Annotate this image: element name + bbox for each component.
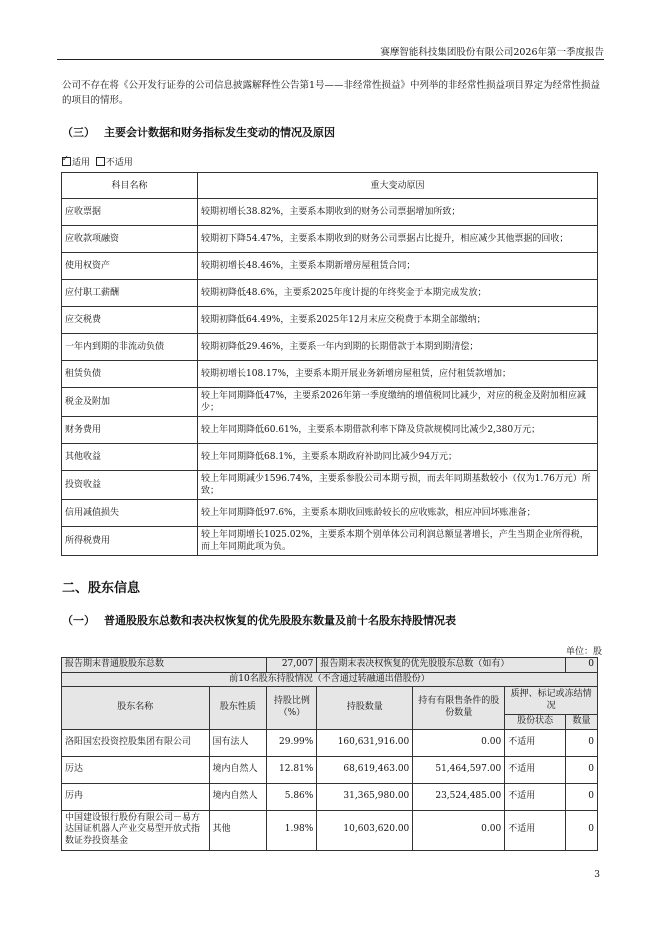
table-row: [62, 199, 598, 226]
pref-holders-label: 报告期末表决权恢复的优先股股东总数（如有）: [317, 658, 566, 673]
table-row: [62, 417, 598, 444]
reason-cell: 较上年同期降低47%，主要系2026年第一季度缴纳的增值税同比减少，对应的税金及附加相应减少；: [198, 388, 598, 417]
holder-name: 洛阳国宏投资控股集团有限公司: [62, 729, 210, 756]
total-holders-label: 报告期末普通股股东总数: [62, 658, 267, 673]
reason-cell: 较期初增长48.46%，主要系本期新增房屋租赁合同；: [198, 253, 598, 280]
reason-cell: 较期初降低64.49%，主要系2025年12月末应交税费于本期全部缴纳；: [198, 307, 598, 334]
item-cell: 应交税费: [62, 307, 198, 334]
section-3-title: 主要会计数据和财务指标发生变动的情况及原因: [104, 126, 335, 139]
table-row: [62, 471, 598, 500]
caption-row: [62, 672, 598, 687]
item-cell: 信用减值损失: [62, 500, 198, 527]
holder-qty: 0: [566, 729, 598, 756]
holder-ratio: 5.86%: [267, 783, 317, 810]
holder-shares: 160,631,916.00: [317, 729, 413, 756]
table-row: [62, 226, 598, 253]
table-row: [62, 444, 598, 471]
reason-cell: 较期初增长38.82%，主要系本期收到的财务公司票据增加所致；: [198, 199, 598, 226]
table-row: [62, 500, 598, 527]
header-divider: [57, 59, 604, 60]
unit-label: 单位：股: [565, 647, 602, 657]
column-header-row: [62, 687, 598, 715]
col-shares: 持股数量: [317, 687, 413, 730]
item-cell: 应付职工薪酬: [62, 280, 198, 307]
table-row: [62, 280, 598, 307]
section-3-heading: [62, 124, 335, 140]
holder-name: 中国建设银行股份有限公司－易方达国证机器人产业交易型开放式指数证券投资基金: [62, 810, 210, 850]
section-3-number: （三）: [62, 126, 95, 139]
holder-name: 厉达: [62, 756, 210, 783]
holder-ratio: 1.98%: [267, 810, 317, 850]
col-name: 股东名称: [62, 687, 210, 730]
col-restricted: 持有有限售条件的股份数量: [413, 687, 505, 730]
col-pledge-status: 股份状态: [505, 715, 566, 730]
reason-cell: 较上年同期降低60.61%，主要系本期借款利率下降及贷款规模同比减少2,380万元；: [198, 417, 598, 444]
item-cell: 税金及附加: [62, 388, 198, 417]
table-row: [62, 810, 598, 850]
changes-table-header: [62, 173, 598, 199]
item-cell: 应收票据: [62, 199, 198, 226]
item-cell: 租赁负债: [62, 361, 198, 388]
holder-name: 厉冉: [62, 783, 210, 810]
applicability-line: [62, 155, 133, 168]
pref-holders-value: 0: [566, 658, 598, 673]
item-cell: 所得税费用: [62, 527, 198, 556]
holder-shares: 10,603,620.00: [317, 810, 413, 850]
report-header-title: 赛摩智能科技集团股份有限公司2026年第一季度报告: [380, 47, 604, 58]
changes-table: [61, 172, 598, 556]
table-row: [62, 527, 598, 556]
holder-qty: 0: [566, 783, 598, 810]
total-holders-value: 27,007: [267, 658, 317, 673]
reason-cell: 较上年同期降低68.1%，主要系本期政府补助同比减少94万元；: [198, 444, 598, 471]
reason-cell: 较上年同期增长1025.02%，主要系本期个别单体公司利润总额显著增长，产生当期企业所得税，而上年同期此项为负。: [198, 527, 598, 556]
holder-qty: 0: [566, 756, 598, 783]
item-cell: 财务费用: [62, 417, 198, 444]
holder-nature: 其他: [209, 810, 267, 850]
table-row: [62, 253, 598, 280]
holder-restricted: 51,464,597.00: [413, 756, 505, 783]
reason-cell: 较上年同期降低97.6%，主要系本期收回账龄较长的应收账款，相应冲回坏账准备；: [198, 500, 598, 527]
section-1-heading: [62, 612, 456, 628]
reason-cell: 较期初增长108.17%，主要系本期开展业务新增房屋租赁，应付租赁款增加；: [198, 361, 598, 388]
holder-nature: 国有法人: [209, 729, 267, 756]
page-number: 3: [594, 870, 600, 880]
holder-qty: 0: [566, 810, 598, 850]
header-reason: 重大变动原因: [198, 173, 598, 199]
top10-caption: 前10名股东持股情况（不含通过转融通出借股份）: [62, 672, 598, 687]
table-row: [62, 388, 598, 417]
checked-box-icon: [62, 157, 71, 166]
holder-nature: 境内自然人: [209, 756, 267, 783]
intro-paragraph: 公司不存在将《公开发行证券的公司信息披露解释性公告第1号——非经常性损益》中列举的非经常性损益项目界定为经常性损益的项目的情形。: [62, 80, 601, 106]
holder-restricted: 0.00: [413, 810, 505, 850]
table-row: [62, 361, 598, 388]
item-cell: 一年内到期的非流动负债: [62, 334, 198, 361]
section-1-number: （一）: [62, 614, 95, 627]
col-pledge-qty: 数量: [566, 715, 598, 730]
reason-cell: 较上年同期减少1596.74%，主要系参股公司本期亏损，而去年同期基数较小（仅为1.76万元）所致；: [198, 471, 598, 500]
col-ratio: 持股比例（%）: [267, 687, 317, 730]
reason-cell: 较期初降低29.46%，主要系一年内到期的长期借款于本期到期清偿；: [198, 334, 598, 361]
holder-status: 不适用: [505, 729, 566, 756]
holder-ratio: 29.99%: [267, 729, 317, 756]
totals-row: [62, 658, 598, 673]
col-pledge: 质押、标记或冻结情况: [505, 687, 598, 715]
holder-ratio: 12.81%: [267, 756, 317, 783]
table-row: [62, 334, 598, 361]
table-row: [62, 729, 598, 756]
holder-nature: 境内自然人: [209, 783, 267, 810]
section-two-title: 二、股东信息: [62, 581, 141, 596]
holder-status: 不适用: [505, 756, 566, 783]
applicable-label: 适用: [72, 158, 91, 168]
table-row: [62, 756, 598, 783]
table-row: [62, 307, 598, 334]
reason-cell: 较期初降低48.6%，主要系2025年度计提的年终奖金于本期完成发放；: [198, 280, 598, 307]
header-item: 科目名称: [62, 173, 198, 199]
holder-restricted: 0.00: [413, 729, 505, 756]
reason-cell: 较期初下降54.47%，主要系本期收到的财务公司票据占比提升，相应减少其他票据的回收；: [198, 226, 598, 253]
section-1-title: 普通股股东总数和表决权恢复的优先股股东数量及前十名股东持股情况表: [104, 614, 456, 627]
item-cell: 应收款项融资: [62, 226, 198, 253]
holder-shares: 68,619,463.00: [317, 756, 413, 783]
unchecked-box-icon: [96, 157, 105, 166]
holder-status: 不适用: [505, 810, 566, 850]
col-nature: 股东性质: [209, 687, 267, 730]
item-cell: 其他收益: [62, 444, 198, 471]
holder-shares: 31,365,980.00: [317, 783, 413, 810]
item-cell: 投资收益: [62, 471, 198, 500]
holder-status: 不适用: [505, 783, 566, 810]
item-cell: 使用权资产: [62, 253, 198, 280]
holder-restricted: 23,524,485.00: [413, 783, 505, 810]
shareholder-table: [61, 657, 598, 851]
table-row: [62, 783, 598, 810]
not-applicable-label: 不适用: [105, 158, 133, 168]
